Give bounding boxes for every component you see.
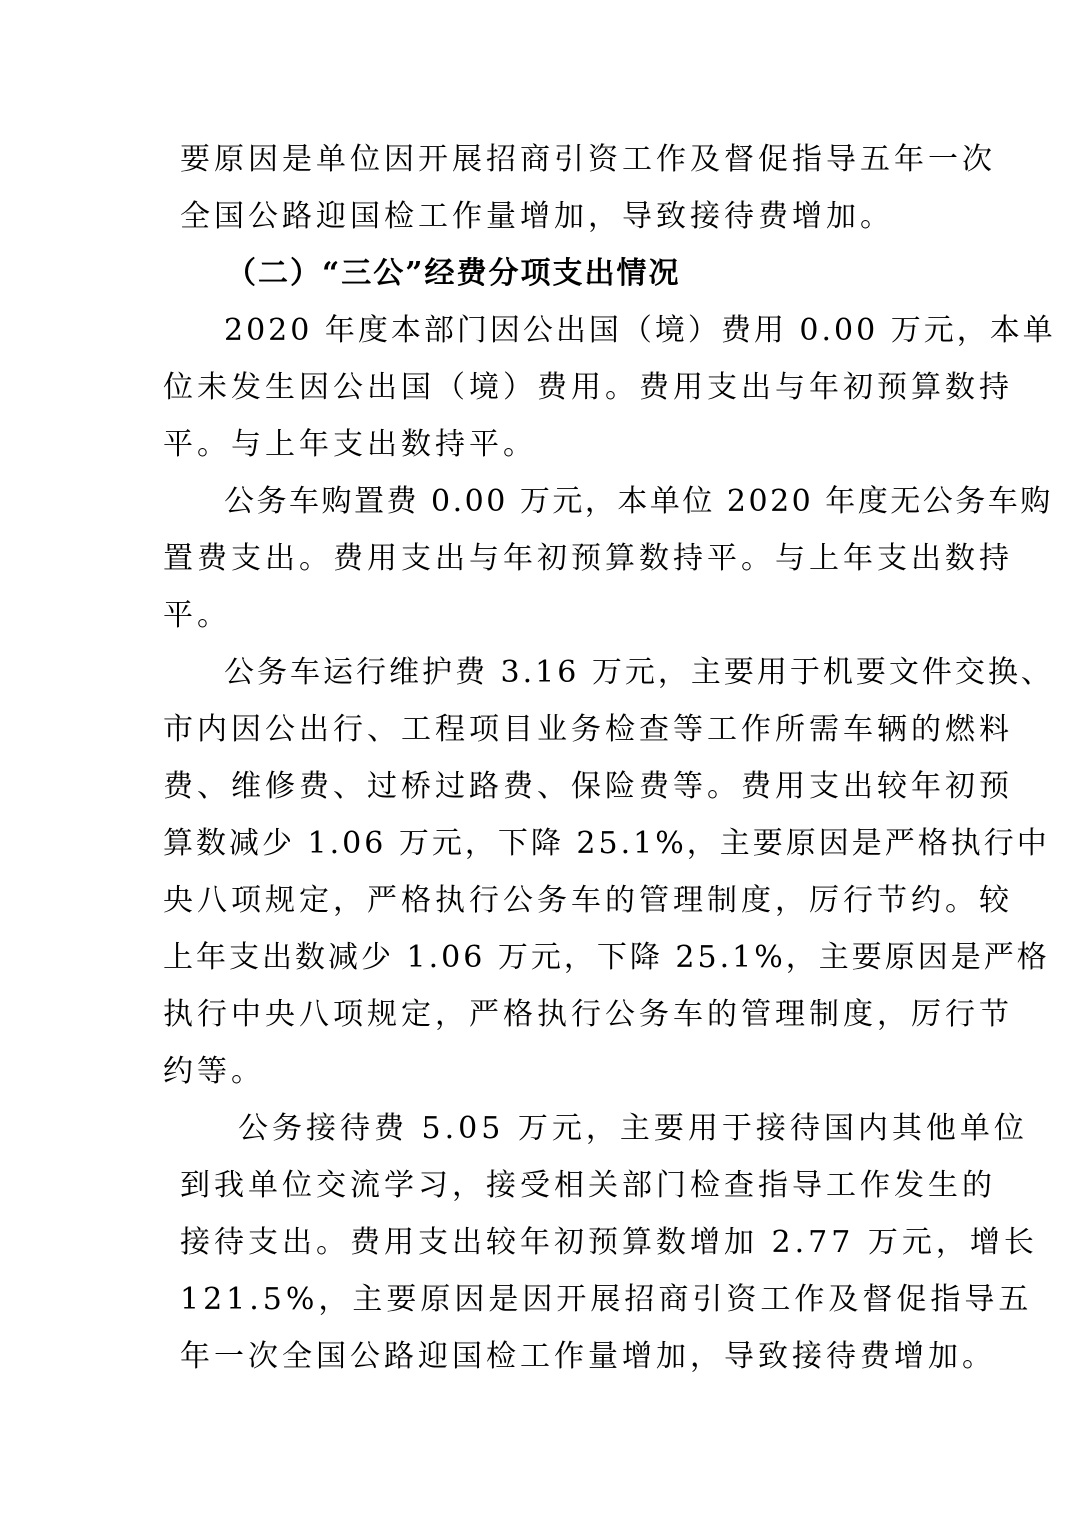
text-line: 执行中央八项规定，严格执行公务车的管理制度，厉行节 [163, 997, 1013, 1032]
text-line: 公务车运行维护费 3.16 万元，主要用于机要文件交换、 [224, 655, 1054, 690]
text-line: 费、维修费、过桥过路费、保险费等。费用支出较年初预 [163, 769, 1013, 804]
text-line: 要原因是单位因开展招商引资工作及督促指导五年一次 [180, 142, 996, 177]
section-heading: （二）“三公”经费分项支出情况 [226, 256, 681, 291]
text-line: 公务车购置费 0.00 万元，本单位 2020 年度无公务车购 [224, 484, 1053, 519]
text-line: 接待支出。费用支出较年初预算数增加 2.77 万元，增长 [180, 1225, 1038, 1260]
text-line: 央八项规定，严格执行公务车的管理制度，厉行节约。较 [163, 883, 1013, 918]
text-line: 2020 年度本部门因公出国（境）费用 0.00 万元，本单 [224, 313, 1056, 348]
text-line: 121.5%，主要原因是因开展招商引资工作及督促指导五 [180, 1282, 1033, 1317]
text-line: 平。 [163, 598, 231, 633]
text-line: 全国公路迎国检工作量增加，导致接待费增加。 [180, 199, 894, 234]
text-line: 公务接待费 5.05 万元，主要用于接待国内其他单位 [238, 1111, 1028, 1146]
text-line: 平。与上年支出数持平。 [163, 427, 537, 462]
text-line: 上年支出数减少 1.06 万元，下降 25.1%，主要原因是严格 [163, 940, 1050, 975]
text-line: 算数减少 1.06 万元，下降 25.1%，主要原因是严格执行中 [163, 826, 1050, 861]
text-line: 到我单位交流学习，接受相关部门检查指导工作发生的 [180, 1168, 996, 1203]
text-line: 市内因公出行、工程项目业务检查等工作所需车辆的燃料 [163, 712, 1013, 747]
text-line: 置费支出。费用支出与年初预算数持平。与上年支出数持 [163, 541, 1013, 576]
text-line: 约等。 [163, 1054, 265, 1089]
text-line: 位未发生因公出国（境）费用。费用支出与年初预算数持 [163, 370, 1013, 405]
text-line: 年一次全国公路迎国检工作量增加，导致接待费增加。 [180, 1339, 996, 1374]
